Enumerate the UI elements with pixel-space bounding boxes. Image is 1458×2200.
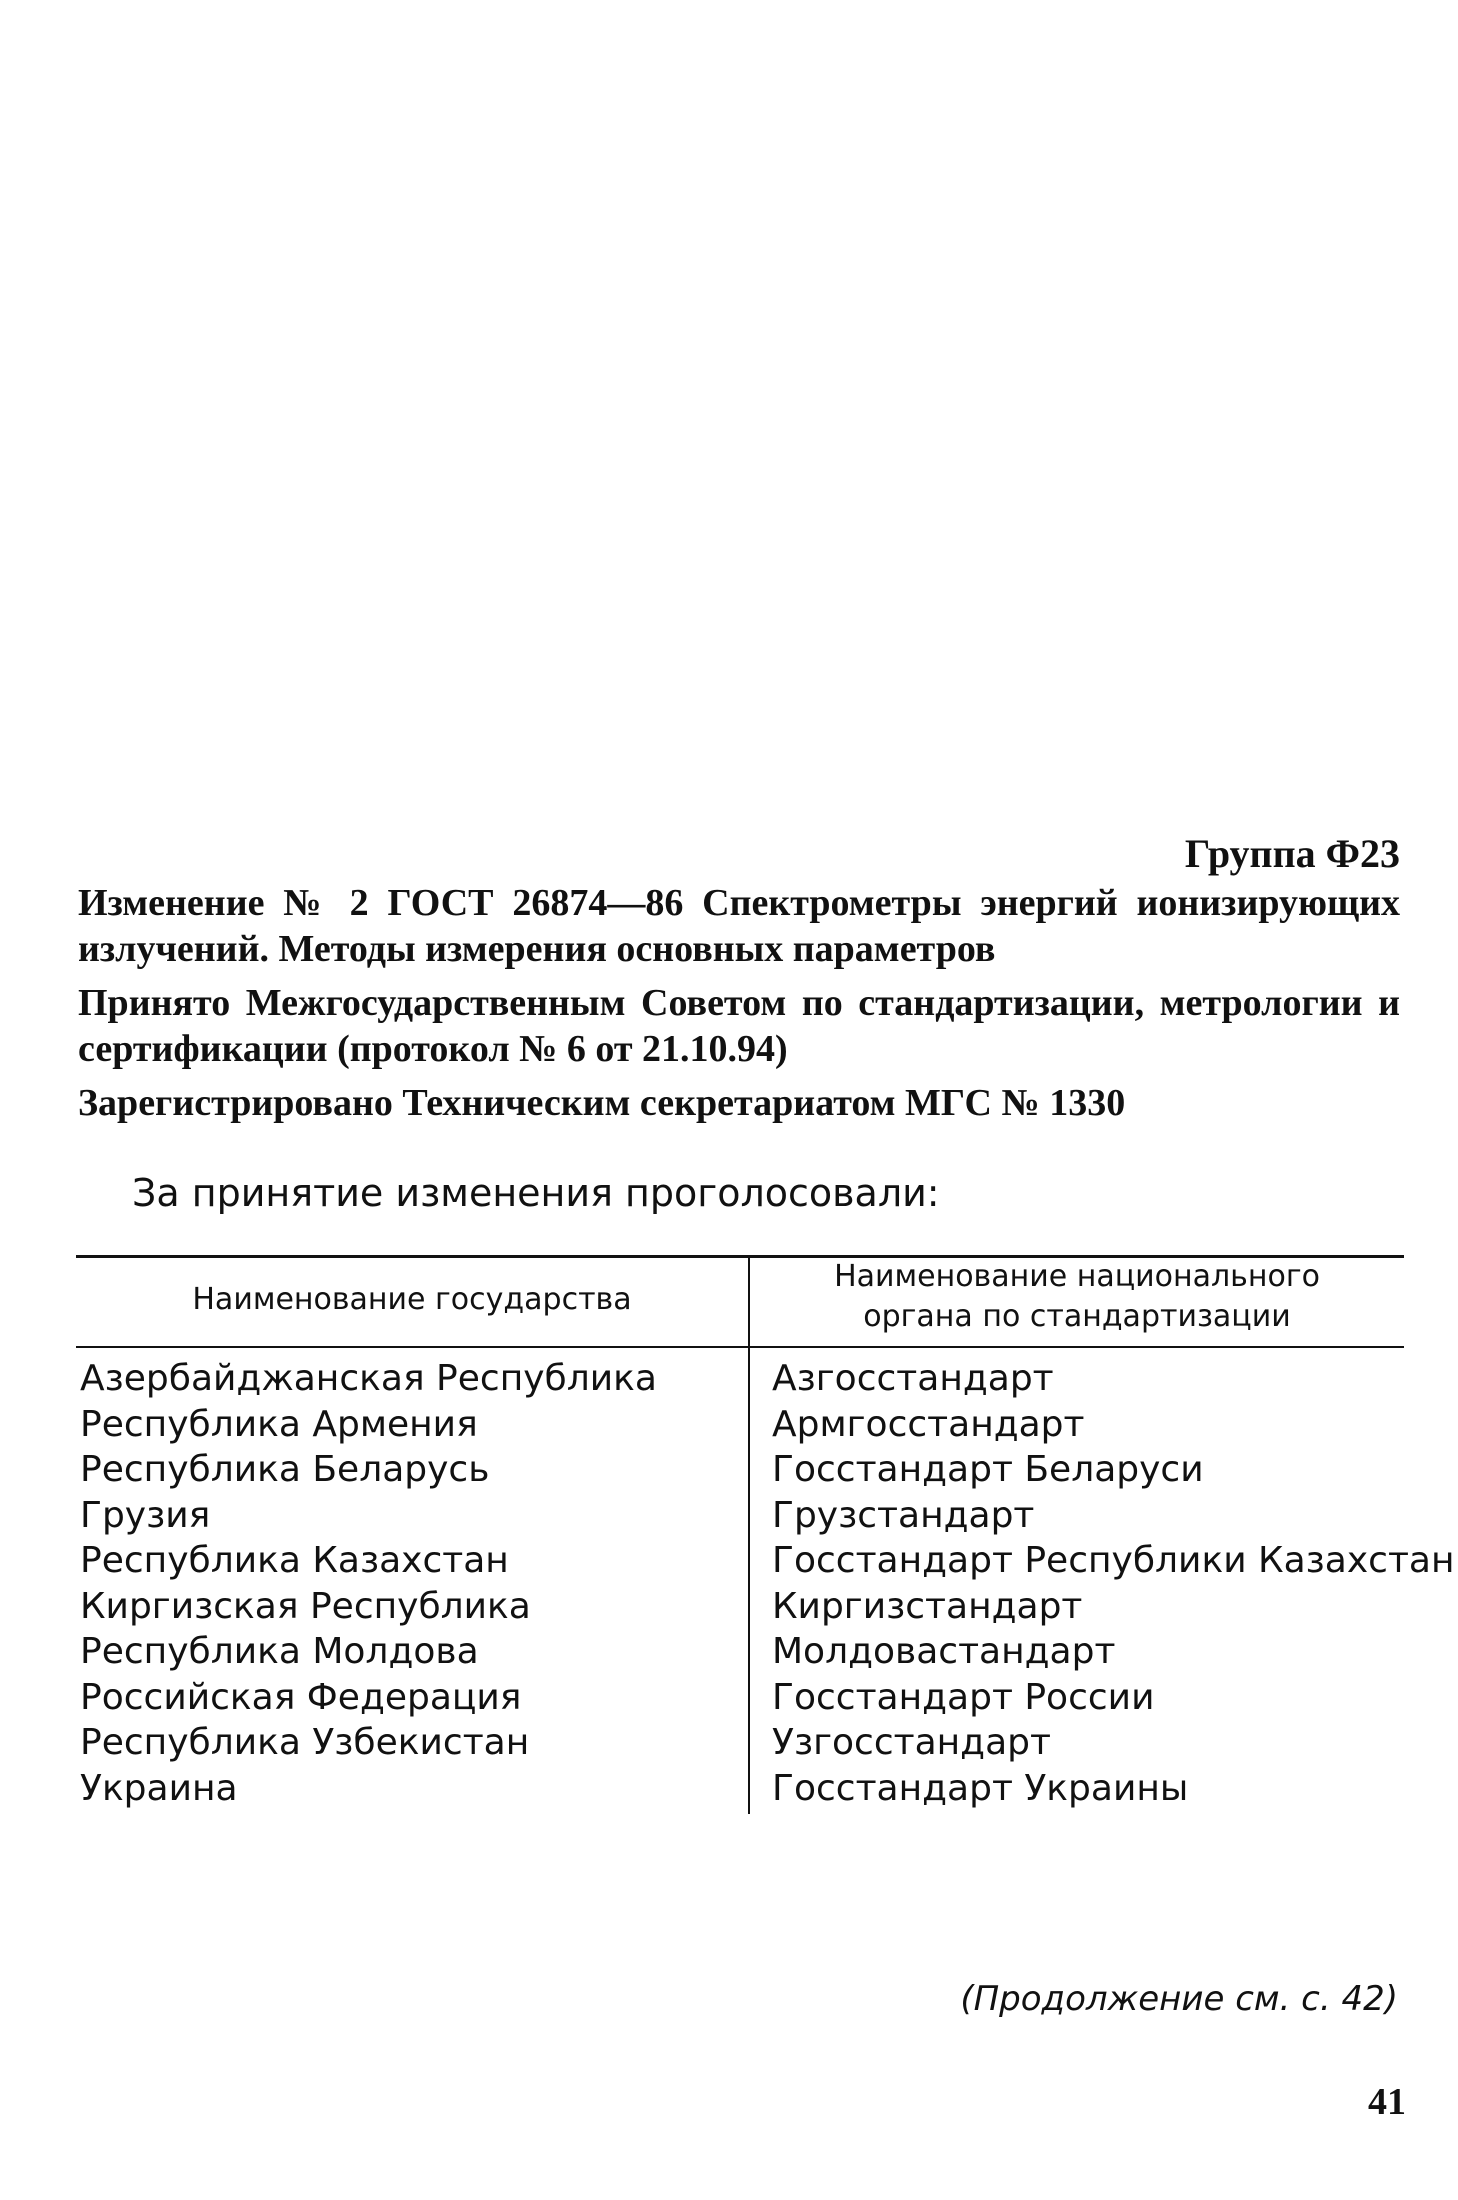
state-name: Грузия <box>80 1494 211 1536</box>
state-name: Киргизская Республика <box>80 1585 531 1627</box>
state-name: Республика Узбекистан <box>80 1722 530 1763</box>
national-body-name: Госстандарт Беларуси <box>772 1449 1204 1490</box>
table-header-rule <box>76 1346 1404 1348</box>
table-row <box>0 1766 1458 1812</box>
group-label: Группа Ф23 <box>1184 831 1400 876</box>
change-title: Изменение № 2 ГОСТ 26874—86 Спектрометры энергий ионизирующих излучений. Методы измерения основных параметров <box>78 882 1400 970</box>
table-row <box>0 1720 1458 1766</box>
national-body-name: Армгосстандарт <box>772 1403 1085 1445</box>
header-national-body <box>750 1257 1404 1337</box>
continuation-note: (Продолжение см. с. 42) <box>960 1979 1398 2019</box>
header-national-body-line2: органа по стандартизации <box>863 1299 1291 1334</box>
national-body-name: Госстандарт Республики Казахстан <box>772 1540 1455 1581</box>
table-row <box>0 1629 1458 1675</box>
national-body-name: Азгосстандарт <box>772 1358 1054 1399</box>
table-row <box>0 1356 1458 1402</box>
national-body-name: Молдовастандарт <box>772 1631 1116 1672</box>
state-name: Украина <box>80 1767 238 1809</box>
adoption-statement: Принято Межгосударственным Советом по стандартизации, метрологии и сертификации (протокол № 6 от 21.10.94) <box>78 982 1400 1070</box>
table-row <box>0 1447 1458 1493</box>
state-name: Республика Беларусь <box>80 1449 490 1490</box>
table-row <box>0 1402 1458 1448</box>
state-name: Республика Армения <box>80 1403 478 1445</box>
state-name: Российская Федерация <box>80 1676 522 1718</box>
national-body-name: Госстандарт России <box>772 1676 1155 1718</box>
header-national-body-line1: Наименование национального <box>834 1259 1320 1294</box>
page-number: 41 <box>1368 2081 1406 2123</box>
table-row <box>0 1584 1458 1630</box>
state-name: Азербайджанская Республика <box>80 1358 657 1399</box>
voted-intro: За принятие изменения проголосовали: <box>132 1171 940 1215</box>
national-body-name: Киргизстандарт <box>772 1585 1083 1627</box>
table-body <box>0 1356 1458 1811</box>
national-body-name: Узгосстандарт <box>772 1722 1051 1763</box>
national-body-name: Грузстандарт <box>772 1494 1035 1536</box>
state-name: Республика Молдова <box>80 1631 479 1672</box>
registration-statement: Зарегистрировано Техническим секретариатом МГС № 1330 <box>78 1082 1126 1124</box>
table-row <box>0 1675 1458 1721</box>
table-row <box>0 1493 1458 1539</box>
header-state: Наименование государства <box>192 1282 632 1317</box>
state-name: Республика Казахстан <box>80 1540 509 1581</box>
national-body-name: Госстандарт Украины <box>772 1767 1189 1809</box>
table-row <box>0 1538 1458 1584</box>
